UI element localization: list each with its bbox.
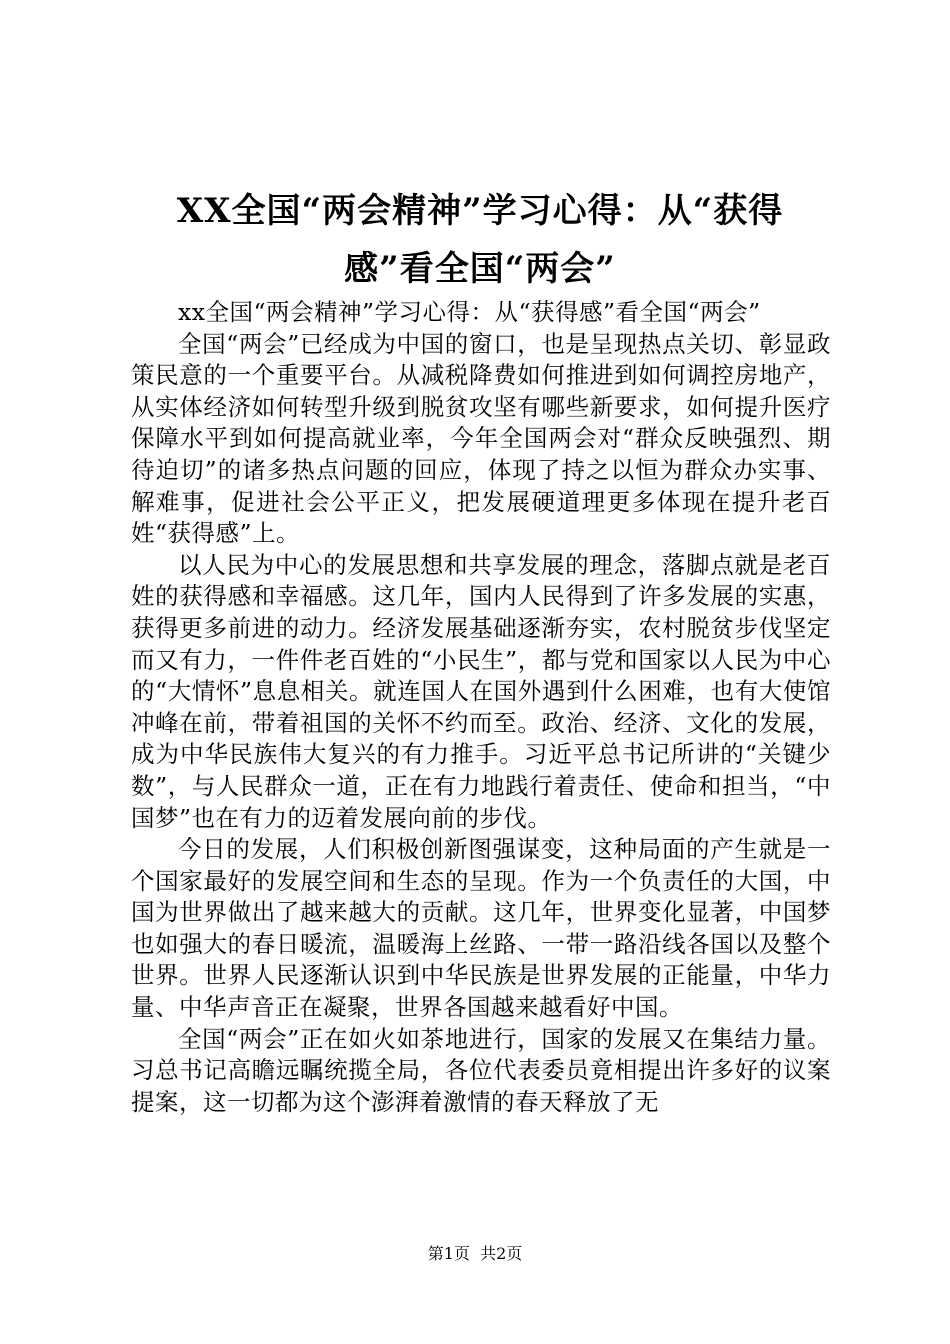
title-line-2: 感”看全国“两会” — [344, 249, 616, 289]
paragraph: 全国“两会”已经成为中国的窗口，也是呈现热点关切、彰显政策民意的一个重要平台。从减税降费如何推进到如何调控房地产，从实体经济如何转型升级到脱贫攻坚有哪些新要求，如何提升医疗保障水平到如何提高就业率，今年全国两会对“群众反映强烈、期待迫切”的诸多热点问题的回应，体现了持之以恒为群众办实事、解难事，促进社会公平正义，把发展硬道理更多体现在提升老百姓“获得感”上。 — [131, 329, 831, 548]
paragraph: 全国“两会”正在如火如茶地进行，国家的发展又在集结力量。习总书记高瞻远瞩统揽全局，各位代表委员竟相提出许多好的议案提案，这一切都为这个澎湃着激情的春天释放了无 — [131, 1024, 831, 1116]
page-footer — [0, 1244, 950, 1264]
document-title — [130, 182, 830, 298]
title-line-1: XX全国“两会精神”学习心得：从“获得 — [176, 191, 784, 231]
page-number-label: 第1页 共2页 — [427, 1244, 523, 1263]
document-body — [131, 297, 831, 1118]
paragraph-subtitle: xx全国“两会精神”学习心得：从“获得感”看全国“两会” — [178, 298, 761, 326]
paragraph: 以人民为中心的发展思想和共享发展的理念，落脚点就是老百姓的获得感和幸福感。这几年，国内人民得到了许多发展的实惠，获得更多前进的动力。经济发展基础逐渐夯实，农村脱贫步伐坚定而又有力，一件件老百姓的“小民生”，都与党和国家以人民为中心的“大情怀”息息相关。就连国人在国外遇到什么困难，也有大使馆冲峰在前，带着祖国的关怀不约而至。政治、经济、文化的发展，成为中华民族伟大复兴的有力推手。习近平总书记所讲的“关键少数”，与人民群众一道，正在有力地践行着责任、使命和担当，“中国梦”也在有力的迈着发展向前的步伐。 — [131, 550, 831, 832]
paragraph: 今日的发展，人们积极创新图强谋变，这种局面的产生就是一个国家最好的发展空间和生态的呈现。作为一个负责任的大国，中国为世界做出了越来越大的贡献。这几年，世界变化显著，中国梦也如强大的春日暖流，温暖海上丝路、一带一路沿线各国以及整个世界。世界人民逐渐认识到中华民族是世界发展的正能量，中华力量、中华声音正在凝聚，世界各国越来越看好中国。 — [131, 835, 831, 1022]
